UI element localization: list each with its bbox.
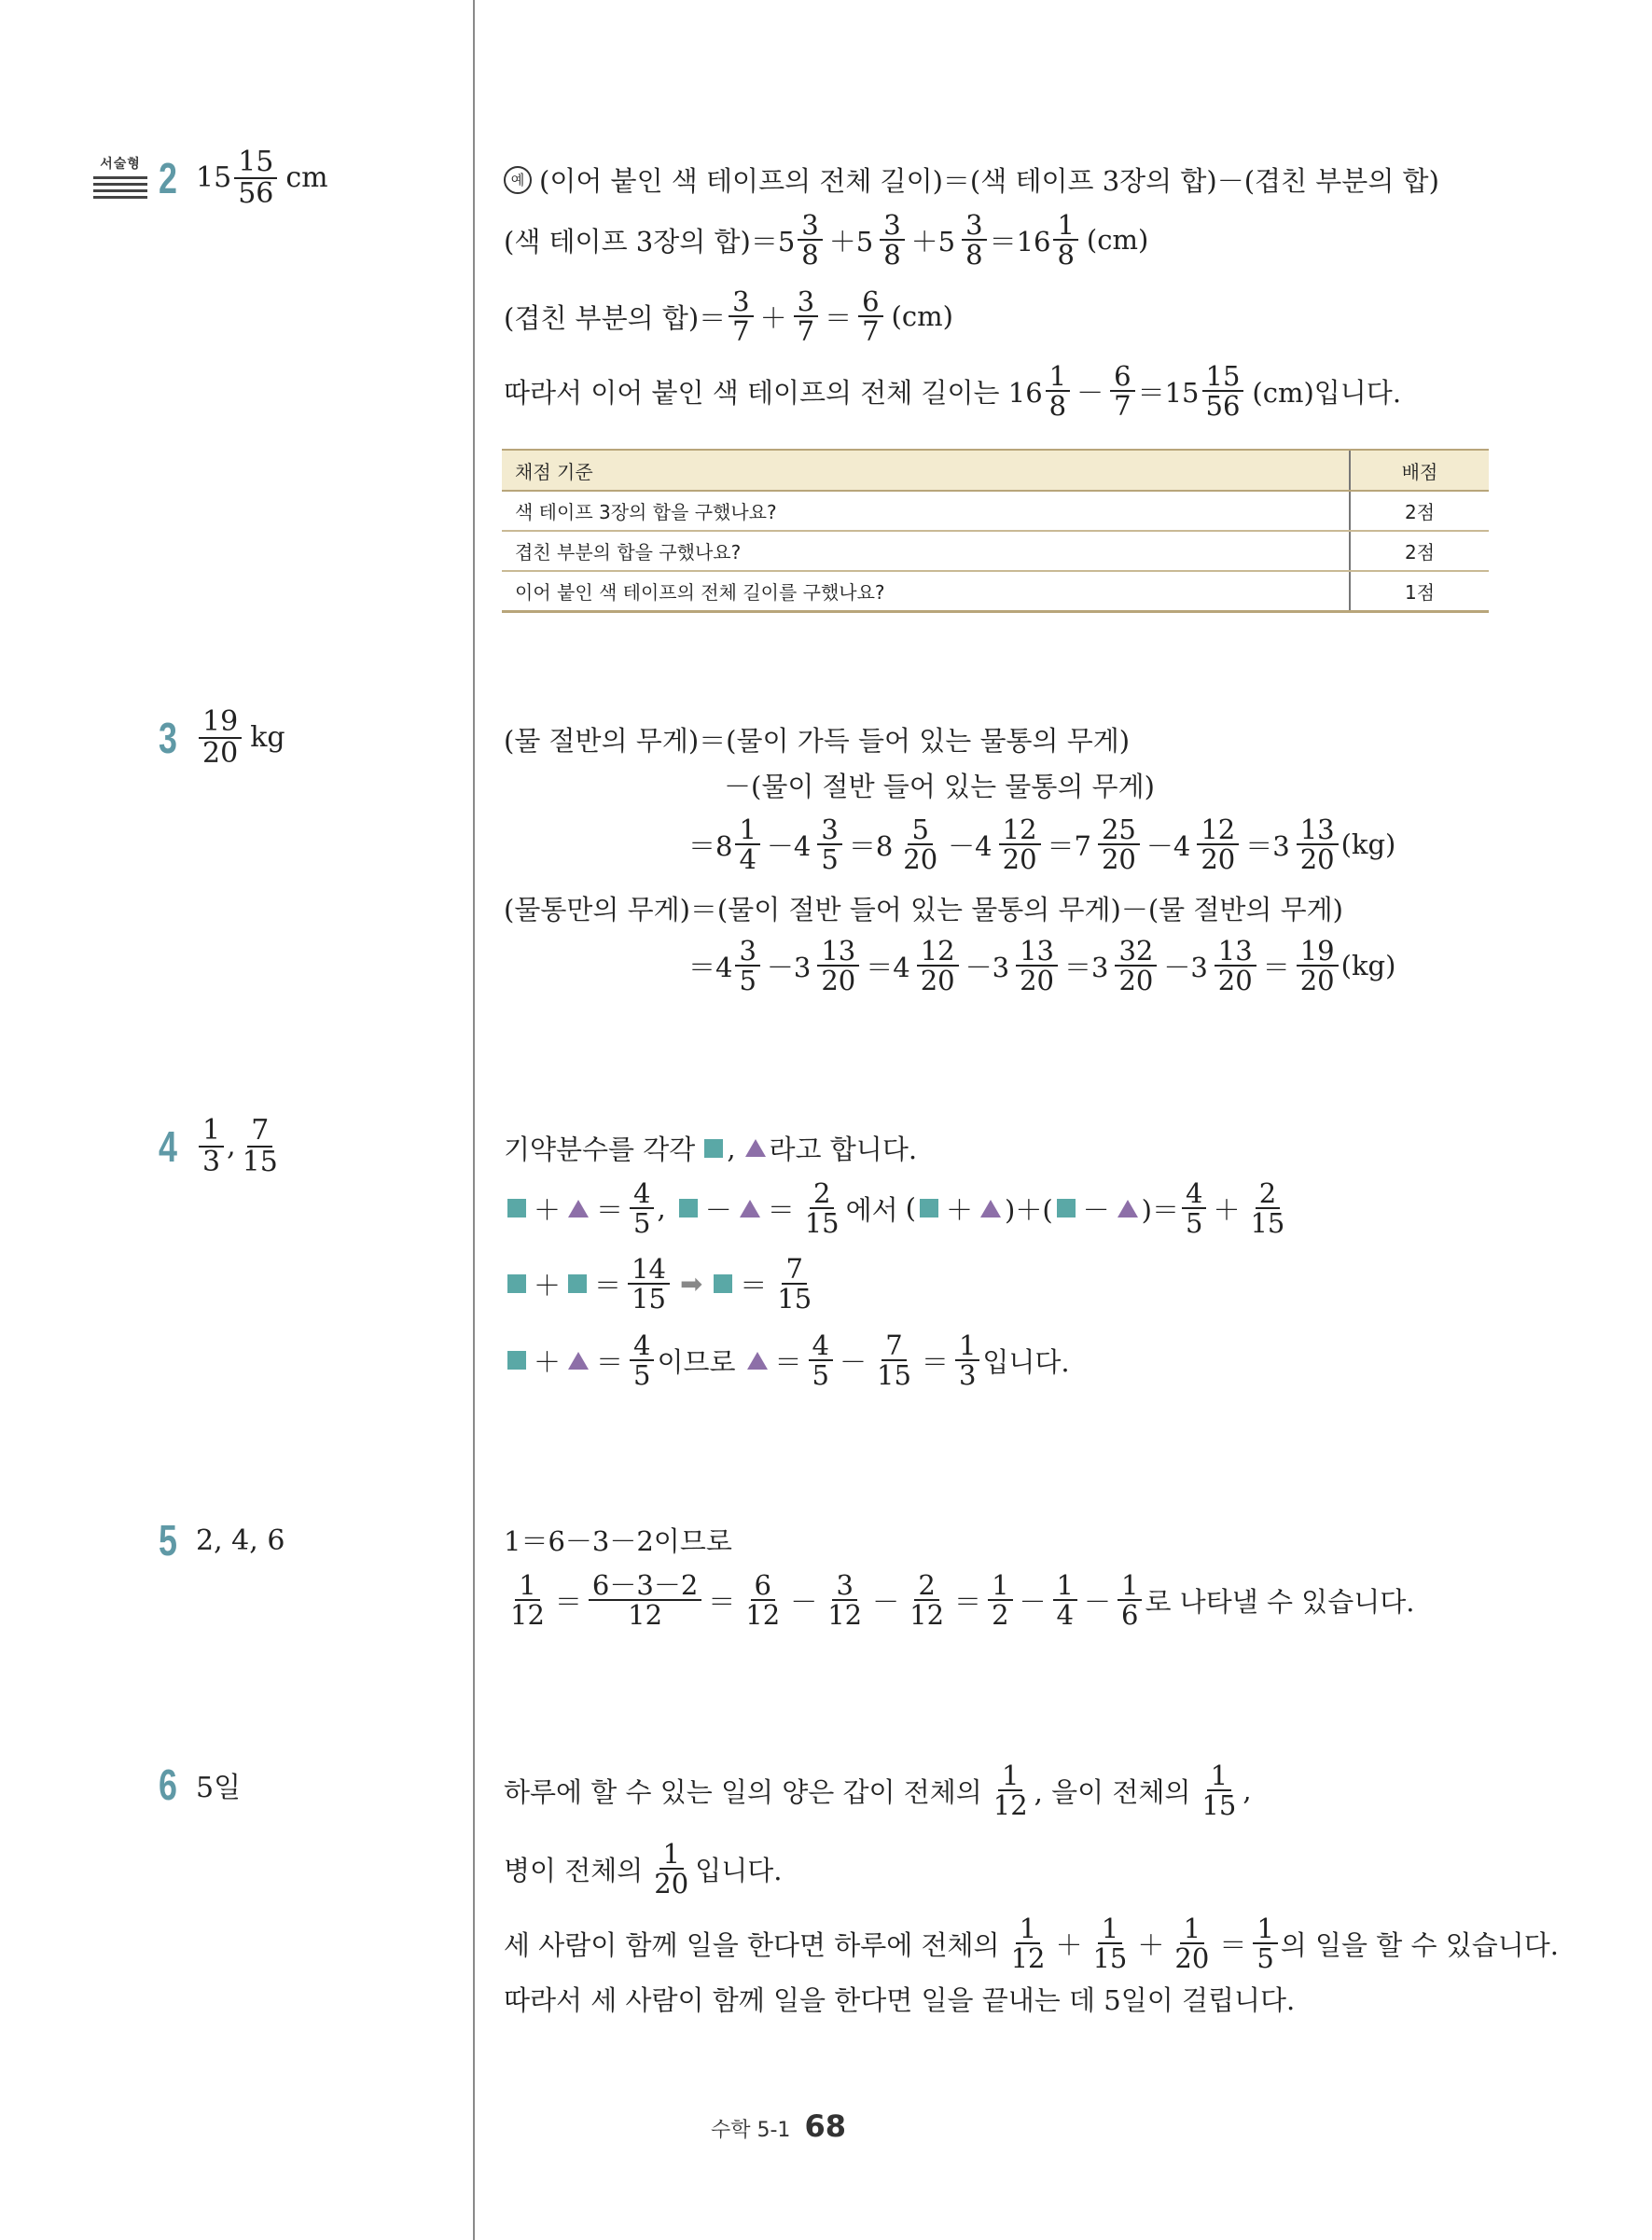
- table-row: 이어 붙인 색 테이프의 전체 길이를 구했나요? 1점: [502, 571, 1489, 612]
- problem-5-answer: [159, 1515, 285, 1565]
- square-icon: [507, 1351, 526, 1370]
- triangle-icon: [740, 1200, 760, 1217]
- p6-line-3: 세 사람이 함께 일을 한다면 하루에 전체의 $\frac{1}{12}$ ＋ $\frac{1}{15}$ ＋ $\frac{1}{20}$ ＝ $\frac{1}{5}$ 의 일을 할 수 있습니다.: [504, 1913, 1559, 1975]
- problem-4-answer: 4 $\frac{1}{3}$ , $\frac{7}{15}$: [159, 1114, 278, 1178]
- p3-line-4: (물통만의 무게)＝(물이 절반 들어 있는 물통의 무게)－(물 절반의 무게): [504, 894, 1343, 925]
- p2-line-4: 따라서 이어 붙인 색 테이프의 전체 길이는 16 $\frac{1}{8}$ － $\frac{6}{7}$ ＝15 $\frac{15}{56}$ (cm)입니다.: [504, 360, 1402, 423]
- square-icon: [507, 1274, 526, 1293]
- problem-number: 3: [159, 713, 177, 762]
- square-icon: [704, 1139, 723, 1158]
- p6-line-2: 병이 전체의 $\frac{1}{20}$ 입니다.: [504, 1838, 783, 1900]
- p4-line-2: ＋ ＝ $\frac{4}{5}$ , － ＝ $\frac{2}{15}$ 에서 ( ＋ )＋( － )＝ $\frac{4}{5}$ ＋ $\frac{2}{15}$: [504, 1179, 1291, 1238]
- badge-lines-icon: [93, 176, 147, 199]
- triangle-icon: [568, 1200, 589, 1217]
- scoring-table: [502, 449, 1489, 613]
- triangle-icon: [747, 1352, 768, 1370]
- problem-number: 6: [159, 1760, 177, 1809]
- square-icon: [507, 1199, 526, 1217]
- triangle-icon: [1118, 1200, 1138, 1217]
- p4-line-4: ＋ ＝ $\frac{4}{5}$ 이므로 ＝ $\frac{4}{5}$ － $\frac{7}{15}$ ＝ $\frac{1}{3}$ 입니다.: [504, 1331, 1070, 1390]
- answer-text: 2, 4, 6: [196, 1523, 285, 1557]
- p2-line-2: (색 테이프 3장의 합)＝5 $\frac{3}{8}$ ＋5 $\frac{3}{8}$ ＋5 $\frac{3}{8}$ ＝16 $\frac{1}{8}$ (cm): [504, 209, 1149, 271]
- answer-fraction: $\frac{19}{20}$: [199, 707, 242, 768]
- problem-2-answer: [159, 147, 328, 208]
- footer-label: 수학 5-1: [711, 2119, 791, 2142]
- points-header: 배점: [1350, 450, 1489, 491]
- triangle-icon: [745, 1139, 766, 1157]
- problem-number: 4: [159, 1121, 177, 1171]
- square-icon: [1057, 1199, 1076, 1217]
- p2-line-3: (겹친 부분의 합)＝ $\frac{3}{7}$ ＋ $\frac{3}{7}$ ＝ $\frac{6}{7}$ (cm): [504, 285, 953, 348]
- p6-line-1: 하루에 할 수 있는 일의 양은 갑이 전체의 $\frac{1}{12}$ , 을이 전체의 $\frac{1}{15}$ ,: [504, 1760, 1252, 1822]
- p3-line-3: ＝8 $\frac{1}{4}$ －4 $\frac{3}{5}$ ＝8 $\frac{5}{20}$ －4 $\frac{12}{20}$ ＝7 $\frac{25}{20}$ －4 $\frac{12}{20}$ ＝3 $\frac{13}{20}$ (kg): [688, 814, 1396, 876]
- example-icon: 예: [504, 166, 532, 194]
- triangle-icon: [980, 1200, 1001, 1217]
- p3-line-1: (물 절반의 무게)＝(물이 가득 들어 있는 물통의 무게): [504, 725, 1131, 757]
- answer-fraction: $\frac{15}{56}$: [234, 147, 277, 208]
- page-number: 68: [804, 2108, 847, 2144]
- p6-line-4: 따라서 세 사람이 함께 일을 한다면 일을 끝내는 데 5일이 걸립니다.: [504, 1984, 1296, 2016]
- problem-number: 2: [159, 153, 177, 202]
- descriptive-badge: [93, 154, 147, 199]
- problem-3-answer: [159, 707, 285, 768]
- p3-line-5: ＝4 $\frac{3}{5}$ －3 $\frac{13}{20}$ ＝4 $\frac{12}{20}$ －3 $\frac{13}{20}$ ＝3 $\frac{32}{20}$ －3 $\frac{13}{20}$ ＝ $\frac{19}{20}$ (kg): [688, 935, 1396, 997]
- square-icon: [920, 1199, 938, 1217]
- p2-l1-text: (이어 붙인 색 테이프의 전체 길이)＝(색 테이프 3장의 합)－(겹친 부분의 합): [539, 165, 1439, 197]
- column-divider: [473, 0, 475, 2240]
- page-footer: [711, 2108, 846, 2144]
- criteria-header: 채점 기준: [502, 450, 1350, 491]
- p2-line-1: [504, 160, 1439, 199]
- problem-number: 5: [159, 1516, 177, 1565]
- answer-whole: 15: [196, 161, 232, 194]
- p3-line-2: －(물이 절반 들어 있는 물통의 무게): [724, 771, 1155, 802]
- answer-unit: cm: [285, 161, 328, 194]
- square-icon: [714, 1274, 732, 1293]
- square-icon: [679, 1199, 698, 1217]
- p5-line-2: $\frac{1}{12}$ ＝ $\frac{6-3-2}{12}$ ＝ $\frac{6}{12}$ － $\frac{3}{12}$ － $\frac{2}{12}$ ＝ $\frac{1}{2}$ － $\frac{1}{4}$ － $\frac{1}{6}$ 로 나타낼 수 있습니다.: [510, 1569, 1415, 1632]
- triangle-icon: [568, 1352, 589, 1370]
- square-icon: [568, 1274, 587, 1293]
- table-header-row: [502, 450, 1489, 491]
- answer-text: 5일: [196, 1772, 242, 1804]
- table-row: 색 테이프 3장의 합을 구했나요? 2점: [502, 491, 1489, 531]
- p5-line-1: 1＝6－3－2이므로: [504, 1525, 732, 1557]
- p4-line-3: ＋ ＝ $\frac{14}{15}$ ➡ ＝ $\frac{7}{15}$: [504, 1255, 818, 1314]
- answer-unit: kg: [250, 721, 285, 754]
- badge-label: 서술형: [100, 157, 141, 172]
- problem-6-answer: [159, 1760, 241, 1810]
- table-row: 겹친 부분의 합을 구했나요? 2점: [502, 531, 1489, 571]
- p4-line-1: 기약분수를 각각 , 라고 합니다.: [504, 1132, 918, 1165]
- arrow-right-icon: ➡: [679, 1268, 703, 1301]
